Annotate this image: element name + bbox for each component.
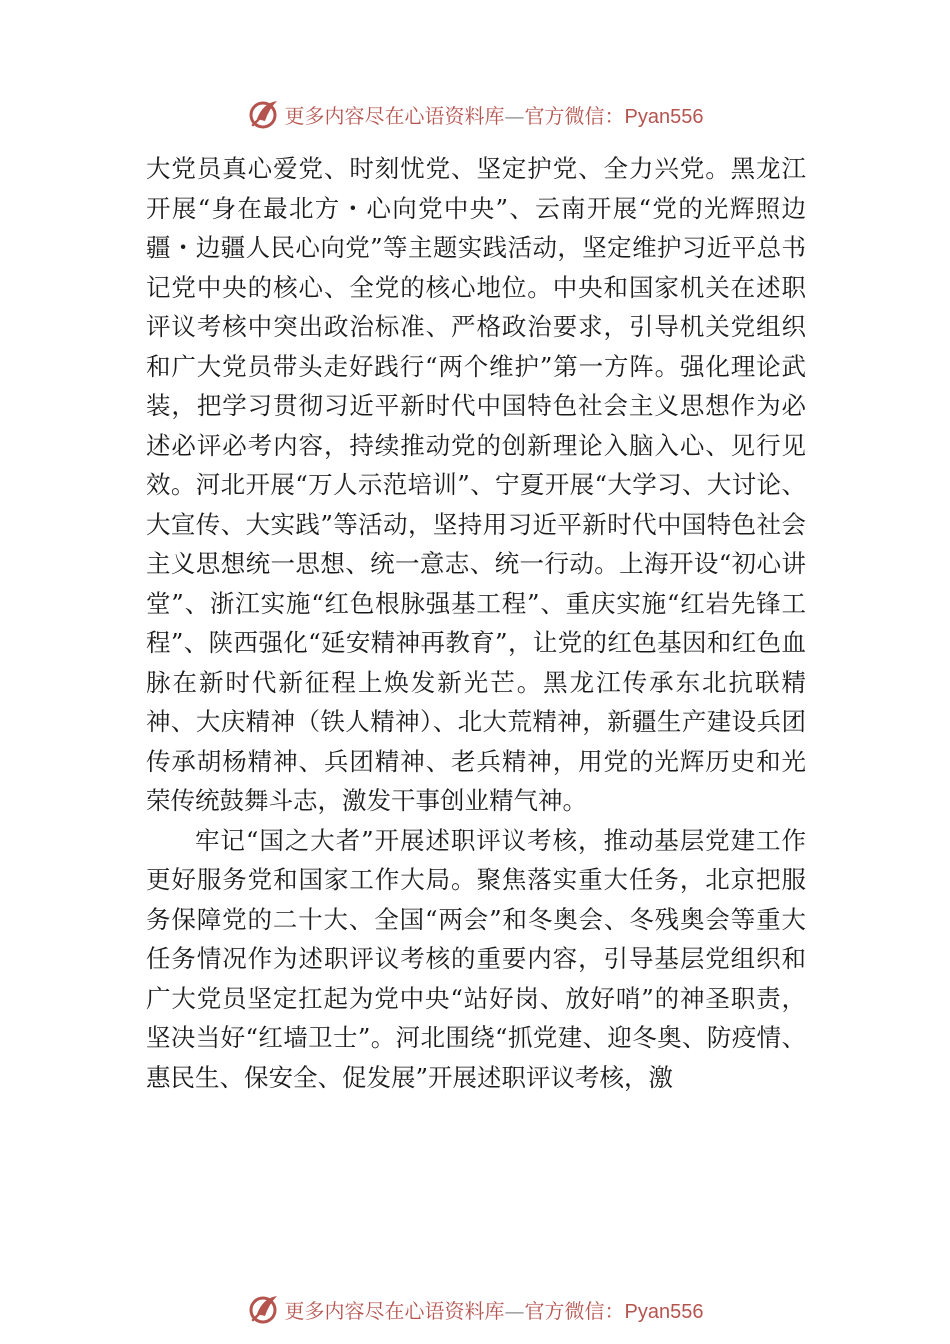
header-banner-separator: —: [504, 103, 525, 128]
body-paragraph-1: 大党员真心爱党、时刻忧党、坚定护党、全力兴党。黑龙江开展“身在最北方・心向党中央”、云南开展“党的光辉照边疆・边疆人民心向党”等主题实践活动，坚定维护习近平总书记党中央的核心、全党的核心地位。中央和国家机关在述职评议考核中突出政治标准、严格政治要求，引导机关党组织和广大党员带头走好践行“两个维护”第一方阵。强化理论武装，把学习贯彻习近平新时代中国特色社会主义思想作为必述必评必考内容，持续推动党的创新理论入脑入心、见行见效。河北开展“万人示范培训”、宁夏开展“大学习、大讨论、大宣传、大实践”等活动，坚持用习近平新时代中国特色社会主义思想统一思想、统一意志、统一行动。上海开设“初心讲堂”、浙江实施“红色根脉强基工程”、重庆实施“红岩先锋工程”、陕西强化“延安精神再教育”，让党的红色基因和红色血脉在新时代新征程上焕发新光芒。黑龙江传承东北抗联精神、大庆精神（铁人精神）、北大荒精神，新疆生产建设兵团传承胡杨精神、兵团精神、老兵精神，用党的光辉历史和光荣传统鼓舞斗志，激发干事创业精气神。: [146, 154, 806, 815]
footer-banner-official: 官方微信：: [524, 1298, 625, 1323]
brand-logo-icon: [247, 97, 281, 131]
body-paragraph-2: 牢记“国之大者”开展述职评议考核，推动基层党建工作更好服务党和国家工作大局。聚焦落实重大任务，北京把服务保障党的二十大、全国“两会”和冬奥会、冬残奥会等重大任务情况作为述职评议考核的重要内容，引导基层党组织和广大党员坚定扛起为党中央“站好岗、放好哨”的神圣职责，坚决当好“红墙卫士”。河北围绕“抓党建、迎冬奥、防疫情、惠民生、保安全、促发展”开展述职评议考核，激: [146, 825, 806, 1092]
footer-banner: [0, 1289, 950, 1329]
header-banner-official: 官方微信：: [524, 103, 625, 128]
header-banner-slogan: 更多内容尽在心语资料库: [284, 103, 505, 128]
footer-banner-slogan: 更多内容尽在心语资料库: [284, 1298, 505, 1323]
header-banner: [0, 94, 950, 134]
document-body: [146, 149, 806, 1097]
footer-banner-separator: —: [504, 1298, 525, 1323]
header-banner-wechat-id: Pyan556: [624, 105, 704, 128]
footer-banner-text: [285, 1295, 704, 1324]
footer-banner-wechat-id: Pyan556: [624, 1300, 704, 1323]
brand-logo-icon: [247, 1292, 281, 1326]
header-banner-text: [285, 100, 704, 129]
